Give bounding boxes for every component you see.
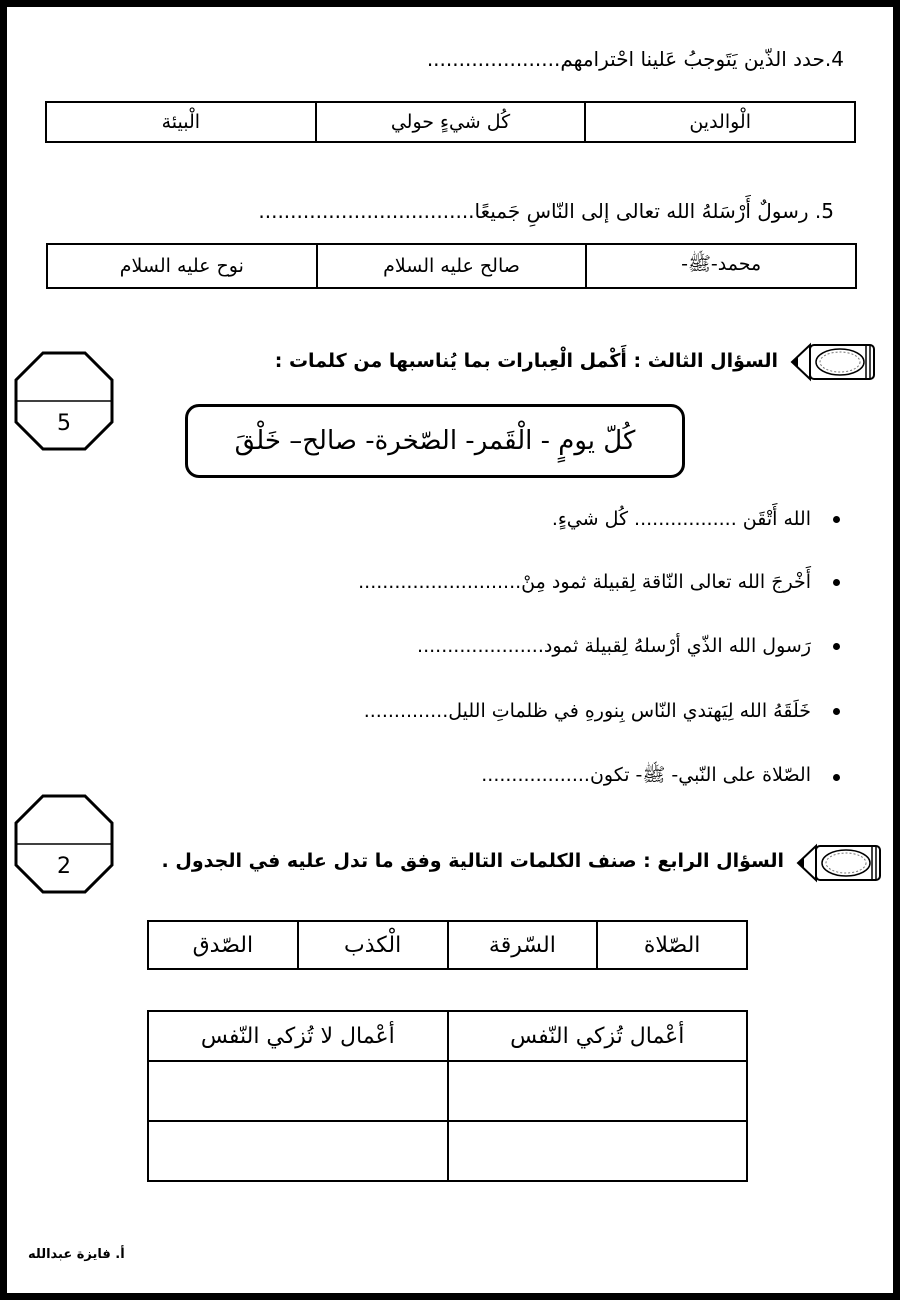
answer-cell[interactable] xyxy=(148,1121,448,1181)
score-box-section-4 xyxy=(14,794,114,894)
word-cell[interactable]: الصّدق xyxy=(148,921,298,969)
answer-cell[interactable] xyxy=(148,1061,448,1121)
word-cell[interactable]: الْكذب xyxy=(298,921,448,969)
sentence-item xyxy=(552,508,840,530)
q4-option-3[interactable]: الْبيئة xyxy=(46,102,316,142)
sentence-text: رَسول الله الذّي أرْسلهُ لِقبيلة ثمود..................... xyxy=(417,635,811,657)
octagon-icon xyxy=(14,351,114,451)
bullet-icon xyxy=(833,516,840,523)
header-purifying-deeds: أعْمال تُزكي النّفس xyxy=(448,1011,748,1061)
bullet-icon xyxy=(833,708,840,715)
bullet-icon xyxy=(833,774,840,781)
question-5-text: 5. رسولٌ أَرْسَلهُ الله تعالى إلى النّاسِ جَميعًا.................................. xyxy=(258,199,834,223)
section-4-heading: السؤال الرابع : صنف الكلمات التالية وفق ما تدل عليه في الجدول . xyxy=(161,850,784,872)
pencil-icon xyxy=(790,342,882,382)
sentence-text: الصّلاة على النّبي- ﷺ- تكون.................. xyxy=(481,764,811,786)
question-5-options xyxy=(46,243,857,289)
word-bank xyxy=(185,404,685,478)
q4-option-2[interactable]: كُل شيءٍ حولي xyxy=(316,102,586,142)
question-4-text: 4.حدد الذّين يَتَوجبُ عَلينا احْترامهم..................... xyxy=(426,47,844,71)
section-3-score: 5 xyxy=(57,411,71,436)
classification-table xyxy=(147,1010,748,1182)
answer-cell[interactable] xyxy=(448,1121,748,1181)
sentence-text: خَلَقَهُ الله لِيَهتدي النّاس بِنورهِ في ظلماتِ الليل.............. xyxy=(363,700,811,722)
author-name: أ. فايزة عبدالله xyxy=(28,1247,125,1262)
q5-option-1[interactable]: محمد-ﷺ- xyxy=(586,244,856,288)
sentence-text: الله أَتْقَن ................. كُل شيءٍ. xyxy=(551,508,811,530)
words-table xyxy=(147,920,748,970)
pencil-icon xyxy=(796,843,888,883)
word-bank-text: كُلّ يومٍ - الْقَمر- الصّخرة- صالح– خَلْقَ xyxy=(234,426,636,456)
word-cell[interactable]: السّرقة xyxy=(448,921,598,969)
question-4-options xyxy=(45,101,856,143)
score-box-section-3 xyxy=(14,351,114,451)
answer-cell[interactable] xyxy=(448,1061,748,1121)
q5-option-3[interactable]: نوح عليه السلام xyxy=(47,244,317,288)
header-non-purifying-deeds: أعْمال لا تُزكي النّفس xyxy=(148,1011,448,1061)
octagon-icon xyxy=(14,794,114,894)
word-cell[interactable]: الصّلاة xyxy=(597,921,747,969)
q5-option-2[interactable]: صالح عليه السلام xyxy=(317,244,587,288)
bullet-icon xyxy=(833,643,840,650)
sentence-text: أَخْرجَ الله تعالى النّاقة لِقبيلة ثمود مِنْ........................... xyxy=(358,571,811,593)
sentence-item xyxy=(481,763,840,791)
section-3-heading: السؤال الثالث : أَكْمل الْعِبارات بما يُناسبها من كلمات : xyxy=(274,350,778,372)
q4-option-1[interactable]: الْوالدين xyxy=(585,102,855,142)
section-4-score: 2 xyxy=(57,854,71,879)
sentence-item xyxy=(358,571,840,593)
sentence-item xyxy=(364,700,840,722)
sentence-item xyxy=(417,635,840,657)
bullet-icon xyxy=(833,579,840,586)
